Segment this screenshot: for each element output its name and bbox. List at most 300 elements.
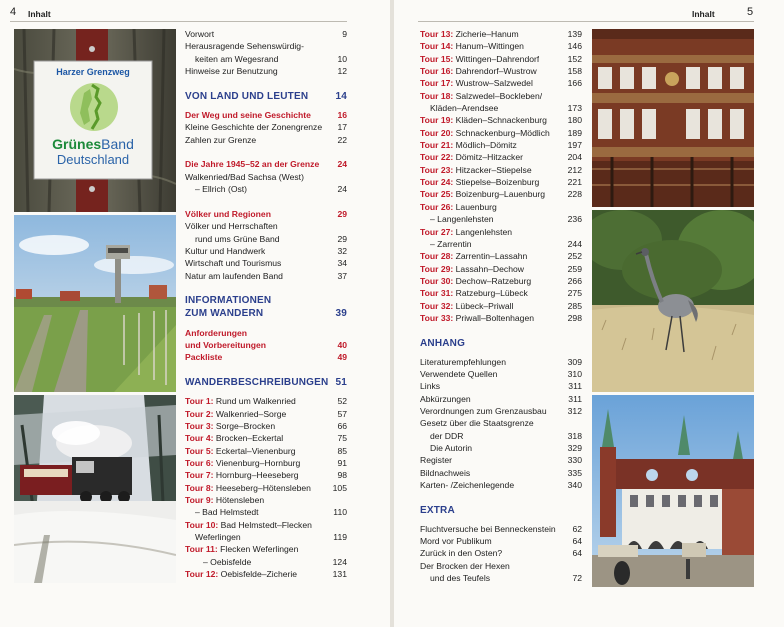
toc-page-number: 197 (567, 140, 582, 151)
toc-page-number: 311 (568, 393, 582, 404)
toc-page-number: 309 (567, 356, 582, 367)
toc-tour-label (185, 457, 300, 469)
sign-band-text: GrünesBand (52, 136, 134, 152)
toc-entry-title: keiten am Wegesrand (195, 53, 279, 64)
toc-spacer (185, 195, 347, 207)
toc-tour-entry[interactable] (420, 250, 582, 262)
photo-watchtower-meadow (14, 215, 176, 392)
left-page-number: 4 (10, 6, 17, 18)
toc-entry[interactable] (185, 531, 347, 543)
toc-tour-entry[interactable] (420, 201, 582, 213)
photo-half-timbered-facade (592, 29, 754, 207)
toc-entry[interactable] (185, 245, 347, 257)
toc-tour-label (185, 432, 283, 444)
toc-page-number: 37 (337, 270, 347, 281)
toc-page-number: 236 (567, 214, 582, 225)
toc-entry[interactable] (185, 53, 347, 65)
photo-steam-train-forest (14, 395, 176, 583)
toc-tour-entry[interactable] (420, 77, 582, 89)
toc-tour-entry[interactable] (420, 139, 582, 151)
photo-crane-field (592, 210, 754, 392)
toc-page-number: 166 (567, 78, 582, 89)
toc-tour-entry[interactable] (420, 53, 582, 65)
toc-tour-label (420, 77, 533, 89)
toc-page-number: 298 (567, 312, 582, 323)
toc-page-number: 340 (567, 480, 582, 491)
toc-tour-label (185, 482, 311, 494)
toc-tour-entry[interactable] (420, 114, 582, 126)
tour-number: Tour 13: (420, 29, 454, 39)
toc-tour-label (420, 176, 539, 188)
toc-spacer (185, 364, 347, 376)
toc-tour-entry[interactable] (420, 263, 582, 275)
toc-entry[interactable] (185, 171, 347, 183)
toc-entry[interactable] (420, 454, 582, 466)
toc-tour-label (420, 300, 513, 312)
toc-tour-entry[interactable] (420, 300, 582, 312)
tour-number: Tour 20: (420, 127, 454, 138)
toc-section-heading[interactable] (185, 376, 347, 389)
toc-entry-title: Verwendete Quellen (420, 368, 498, 379)
toc-page-number: 29 (337, 233, 347, 244)
toc-entry-title: Herausragende Sehenswürdig- (185, 41, 304, 52)
tour-title: Dechow–Ratzeburg (453, 275, 532, 286)
toc-entry[interactable] (420, 467, 582, 479)
toc-page-number: 152 (567, 53, 582, 64)
tour-number: Tour 4: (185, 433, 214, 444)
tour-number: Tour 15: (420, 53, 454, 64)
toc-entry[interactable] (185, 121, 347, 133)
toc-page-number: 24 (337, 159, 347, 170)
tour-title: Wustrow–Salzwedel (453, 78, 533, 89)
toc-entry[interactable] (420, 238, 582, 250)
tour-number: Tour 33: (420, 312, 454, 323)
toc-page-number: 139 (567, 29, 582, 39)
toc-section-heading[interactable] (420, 337, 582, 350)
toc-tour-label (420, 250, 527, 262)
toc-entry[interactable] (420, 523, 582, 535)
toc-tour-label (185, 408, 286, 420)
toc-page-number: 24 (337, 184, 347, 195)
toc-entry-title: Anforderungen (185, 327, 248, 338)
toc-tour-entry[interactable] (185, 457, 347, 469)
toc-page-number: 85 (337, 445, 347, 456)
toc-page-number: 9 (342, 29, 347, 39)
toc-entry-title: ANHANG (420, 337, 466, 349)
toc-chapter-entry[interactable] (185, 327, 347, 339)
toc-page-number: 98 (337, 470, 347, 481)
toc-entry[interactable] (420, 430, 582, 442)
right-page-number: 5 (747, 6, 754, 18)
toc-entry-title: Abkürzungen (420, 393, 471, 404)
toc-tour-label (420, 90, 542, 102)
toc-tour-entry[interactable] (185, 408, 347, 420)
toc-entry-title: – Langenlehsten (430, 214, 494, 225)
tour-number: Tour 18: (420, 90, 454, 101)
toc-tour-entry[interactable] (185, 568, 347, 580)
toc-tour-label (420, 151, 523, 163)
toc-section-heading[interactable] (185, 307, 347, 320)
toc-tour-entry[interactable] (420, 127, 582, 139)
tour-title: Walkenried–Sorge (213, 408, 287, 419)
toc-page-number: 124 (332, 556, 347, 567)
toc-tour-entry[interactable] (420, 188, 582, 200)
toc-chapter-entry[interactable] (185, 351, 347, 363)
toc-tour-entry[interactable] (185, 420, 347, 432)
toc-tour-label (420, 312, 534, 324)
toc-entry[interactable] (185, 134, 347, 146)
toc-page-number: 62 (572, 523, 582, 534)
toc-entry-title: Walkenried/Bad Sachsa (West) (185, 171, 304, 182)
toc-entry-title: Vorwort (185, 29, 215, 39)
toc-entry-title: Mord vor Publikum (420, 536, 492, 547)
toc-entry-title: Die Autorin (430, 443, 473, 453)
toc-entry[interactable] (420, 442, 582, 454)
toc-page-number: 16 (337, 110, 347, 121)
toc-spacer (420, 324, 582, 336)
sign-country-text: Deutschland (56, 152, 130, 167)
toc-entry-title: – Zarrentin (430, 238, 472, 249)
tour-title: Dömitz–Hitzacker (453, 152, 523, 163)
tour-title: Lassahn–Dechow (453, 263, 524, 274)
tour-title: Hornburg–Heeseberg (213, 470, 299, 481)
toc-page-number: 32 (337, 245, 347, 256)
toc-entry[interactable] (185, 183, 347, 195)
toc-entry-title: Völker und Herrschaften (185, 221, 278, 232)
toc-tour-entry[interactable] (185, 482, 347, 494)
left-running-header: Inhalt (28, 9, 51, 19)
toc-page-number: 57 (337, 408, 347, 419)
toc-tour-label (185, 395, 296, 407)
toc-tour-label (420, 275, 531, 287)
tour-number: Tour 25: (420, 189, 454, 200)
toc-entry[interactable] (420, 380, 582, 392)
toc-tour-label (420, 287, 528, 299)
toc-page-number: 34 (337, 258, 347, 269)
toc-page-number: 40 (337, 339, 347, 350)
toc-entry-title: Der Brocken der Hexen (420, 560, 510, 571)
toc-page-number: 189 (567, 127, 582, 138)
toc-entry-title: Zahlen zur Grenze (185, 134, 257, 145)
toc-page-number: 228 (567, 189, 582, 200)
sign-title: Harzer Grenzweg (56, 67, 130, 77)
tour-title: Priwall–Boltenhagen (453, 312, 535, 323)
toc-tour-entry[interactable] (185, 494, 347, 506)
toc-tour-entry[interactable] (420, 226, 582, 238)
toc-page-number: 110 (333, 507, 347, 518)
toc-tour-label (420, 188, 545, 200)
toc-page-number: 75 (337, 433, 347, 444)
toc-page-number: 52 (337, 396, 347, 407)
toc-page-number: 66 (337, 420, 347, 431)
tour-title: Boizenburg–Lauenburg (453, 189, 546, 200)
toc-entry[interactable] (185, 65, 347, 77)
toc-entry-title: – Bad Helmstedt (195, 507, 259, 518)
tour-number: Tour 26: (420, 201, 454, 212)
toc-entry[interactable] (185, 556, 347, 568)
tour-number: Tour 31: (420, 288, 454, 299)
toc-page-number: 72 (572, 573, 582, 584)
tour-number: Tour 5: (185, 445, 214, 456)
toc-page-number: 259 (567, 263, 582, 274)
toc-page-number: 51 (335, 376, 347, 388)
toc-page-number: 105 (332, 482, 347, 493)
toc-page-number: 180 (567, 115, 582, 126)
toc-page-number: 204 (567, 152, 582, 163)
toc-entry-title: EXTRA (420, 504, 455, 516)
toc-entry[interactable] (185, 40, 347, 52)
toc-section-heading[interactable] (420, 504, 582, 517)
tour-title: Sorge–Brocken (213, 420, 276, 431)
tour-number: Tour 3: (185, 420, 214, 431)
tour-title: Langenlehsten (453, 226, 513, 237)
toc-chapter-entry[interactable] (185, 158, 347, 170)
tour-title: Lauenburg (453, 201, 497, 212)
tour-number: Tour 22: (420, 152, 454, 163)
toc-page-number: 275 (567, 288, 582, 299)
toc-entry-title: und Vorbereitungen (185, 339, 267, 350)
tour-number: Tour 30: (420, 275, 454, 286)
toc-tour-entry[interactable] (185, 519, 347, 531)
toc-entry[interactable] (420, 102, 582, 114)
toc-entry[interactable] (420, 393, 582, 405)
toc-page-number: 221 (567, 177, 582, 188)
toc-page-number: 312 (567, 405, 582, 416)
toc-page-number: 64 (572, 548, 582, 559)
toc-entry[interactable] (185, 220, 347, 232)
toc-entry-title: Kultur und Handwerk (185, 245, 266, 256)
toc-tour-label (420, 28, 519, 40)
right-running-header: Inhalt (692, 9, 715, 19)
toc-page-number: 64 (572, 536, 582, 547)
toc-entry-title: Völker und Regionen (185, 208, 271, 219)
toc-page-number: 12 (337, 66, 347, 77)
toc-entry[interactable] (420, 213, 582, 225)
tour-title: Wittingen–Dahrendorf (453, 53, 540, 64)
toc-entry-title: Zurück in den Osten? (420, 548, 503, 559)
toc-entry-title: Gesetz über die Staatsgrenze (420, 418, 534, 429)
tour-title: Hanum–Wittingen (453, 41, 524, 52)
toc-tour-label (185, 519, 312, 531)
toc-entry-title: Kläden–Arendsee (430, 103, 499, 114)
tour-title: Zarrentin–Lassahn (453, 251, 528, 262)
toc-entry-title: Hinweise zur Benutzung (185, 66, 278, 77)
toc-page-number: 14 (335, 90, 347, 102)
toc-entry-title: WANDERBESCHREIBUNGEN (185, 376, 329, 388)
tour-title: Oebisfelde–Zicherie (218, 569, 298, 580)
toc-entry-title: Karten- /Zeichenlegende (420, 480, 515, 491)
toc-entry-title: INFORMATIONEN (185, 295, 272, 307)
germany-map-icon (66, 79, 122, 135)
toc-page-number: 252 (567, 251, 582, 262)
toc-tour-label (420, 263, 524, 275)
toc-entry-title: Register (420, 455, 452, 466)
toc-page-number: 17 (337, 122, 347, 133)
toc-tour-label (185, 469, 299, 481)
tour-number: Tour 23: (420, 164, 454, 175)
toc-entry-title: ZUM WANDERN (185, 308, 264, 320)
tour-number: Tour 17: (420, 78, 454, 89)
toc-page-number: 39 (335, 308, 347, 320)
toc-entry[interactable] (185, 233, 347, 245)
tour-title: Rund um Walkenried (213, 396, 296, 407)
right-contents-list (420, 28, 582, 584)
tour-title: Dahrendorf–Wustrow (453, 66, 537, 77)
toc-page-number: 10 (337, 53, 347, 64)
toc-entry-title: Verordnungen zum Grenzausbau (420, 405, 547, 416)
tour-number: Tour 6: (185, 458, 214, 468)
toc-page-number: 212 (567, 164, 582, 175)
toc-tour-label (185, 420, 275, 432)
toc-tour-label (185, 494, 264, 506)
toc-entry[interactable] (185, 28, 347, 40)
tour-number: Tour 32: (420, 300, 454, 311)
toc-page-number: 310 (567, 368, 582, 379)
toc-spacer (185, 77, 347, 89)
tour-number: Tour 16: (420, 66, 454, 77)
toc-tour-entry[interactable] (185, 432, 347, 444)
tour-number: Tour 11: (185, 544, 218, 555)
toc-tour-label (420, 127, 550, 139)
tour-title: Zicherie–Hanum (453, 29, 519, 39)
toc-page-number: 311 (568, 381, 582, 392)
toc-tour-label (420, 53, 539, 65)
toc-entry[interactable] (185, 270, 347, 282)
toc-tour-entry[interactable] (185, 395, 347, 407)
toc-entry-title: Die Jahre 1945–52 an der Grenze (185, 159, 320, 170)
toc-tour-entry[interactable] (420, 164, 582, 176)
tour-title: Flecken Weferlingen (217, 544, 299, 555)
toc-entry[interactable] (420, 356, 582, 368)
photo-luebeck-town-hall (592, 395, 754, 587)
toc-tour-entry[interactable] (420, 176, 582, 188)
toc-chapter-entry[interactable] (185, 109, 347, 121)
toc-tour-entry[interactable] (420, 275, 582, 287)
toc-entry-title: Natur am laufenden Band (185, 270, 283, 281)
toc-tour-label (420, 114, 547, 126)
toc-section-heading[interactable] (185, 294, 347, 307)
tour-title: Bad Helmstedt–Flecken (218, 519, 312, 530)
photo-grenzweg-sign (14, 29, 176, 212)
toc-tour-entry[interactable] (185, 469, 347, 481)
toc-entry-title: VON LAND UND LEUTEN (185, 90, 309, 102)
tour-title: Mödlich–Dömitz (453, 140, 517, 151)
toc-entry[interactable] (420, 572, 582, 584)
tour-number: Tour 19: (420, 115, 454, 126)
toc-chapter-entry[interactable] (185, 339, 347, 351)
toc-page-number: 22 (337, 134, 347, 145)
toc-tour-entry[interactable] (420, 90, 582, 102)
toc-tour-entry[interactable] (420, 40, 582, 52)
tour-title: Stiepelse–Boizenburg (453, 177, 540, 188)
toc-entry[interactable] (420, 479, 582, 491)
toc-entry[interactable] (185, 506, 347, 518)
toc-entry-title: der DDR (430, 430, 464, 441)
toc-tour-label (420, 40, 524, 52)
toc-tour-entry[interactable] (420, 312, 582, 324)
toc-chapter-entry[interactable] (185, 208, 347, 220)
toc-entry-title: Links (420, 381, 441, 392)
tour-number: Tour 1: (185, 396, 214, 407)
toc-page-number: 119 (333, 532, 347, 543)
toc-spacer (185, 282, 347, 294)
tour-title: Brocken–Eckertal (213, 433, 284, 444)
toc-entry[interactable] (420, 547, 582, 559)
tour-number: Tour 10: (185, 519, 219, 530)
toc-tour-label (185, 543, 298, 555)
toc-page-number: 173 (567, 103, 582, 114)
tour-number: Tour 2: (185, 408, 214, 419)
toc-tour-entry[interactable] (420, 151, 582, 163)
toc-entry-title: Bildnachweis (420, 467, 471, 478)
toc-page-number: 318 (567, 430, 582, 441)
toc-tour-label (420, 164, 532, 176)
toc-entry[interactable] (420, 535, 582, 547)
toc-tour-label (185, 568, 297, 580)
toc-page-number: 285 (567, 300, 582, 311)
tour-title: Hötensleben (213, 495, 265, 506)
toc-page-number: 29 (337, 208, 347, 219)
toc-tour-label (420, 139, 517, 151)
toc-page-number: 244 (567, 238, 582, 249)
toc-tour-entry[interactable] (420, 28, 582, 40)
toc-tour-entry[interactable] (420, 65, 582, 77)
tour-number: Tour 12: (185, 569, 219, 580)
tour-title: Schnackenburg–Mödlich (453, 127, 550, 138)
toc-entry-title: Der Weg und seine Geschichte (185, 110, 311, 121)
toc-entry[interactable] (420, 417, 582, 429)
tour-title: Salzwedel–Bockleben/ (453, 90, 543, 101)
tour-title: Ratzeburg–Lübeck (453, 288, 528, 299)
toc-tour-label (420, 226, 512, 238)
tour-number: Tour 9: (185, 495, 214, 506)
tour-number: Tour 29: (420, 263, 454, 274)
toc-entry[interactable] (420, 405, 582, 417)
tour-title: Lübeck–Priwall (453, 300, 514, 311)
tour-title: Vienenburg–Hornburg (213, 458, 301, 468)
toc-spacer (420, 491, 582, 503)
toc-tour-entry[interactable] (420, 287, 582, 299)
toc-page-number: 330 (567, 455, 582, 466)
left-header-rule (10, 21, 347, 22)
toc-entry-title: Kleine Geschichte der Zonengrenze (185, 122, 323, 133)
toc-page-number: 91 (337, 458, 347, 468)
toc-page-number: 329 (567, 443, 582, 453)
tour-number: Tour 21: (420, 140, 454, 151)
toc-entry[interactable] (185, 257, 347, 269)
toc-entry[interactable] (420, 368, 582, 380)
tour-number: Tour 28: (420, 251, 454, 262)
toc-tour-label (185, 445, 296, 457)
tour-number: Tour 14: (420, 41, 454, 52)
toc-entry-title: Weferlingen (195, 532, 241, 543)
right-header-rule (418, 21, 754, 22)
tour-title: Eckertal–Vienenburg (213, 445, 296, 456)
toc-spacer (185, 146, 347, 158)
toc-tour-entry[interactable] (185, 543, 347, 555)
toc-entry-title: rund ums Grüne Band (195, 233, 280, 244)
toc-tour-label (420, 201, 497, 213)
toc-entry[interactable] (420, 560, 582, 572)
toc-entry-title: Wirtschaft und Tourismus (185, 258, 282, 269)
toc-entry-title: und des Teufels (430, 573, 491, 584)
toc-tour-label (420, 65, 537, 77)
tour-number: Tour 24: (420, 177, 454, 188)
toc-tour-entry[interactable] (185, 445, 347, 457)
toc-section-heading[interactable] (185, 90, 347, 103)
tour-title: Kläden–Schnackenburg (453, 115, 547, 126)
tour-number: Tour 27: (420, 226, 454, 237)
